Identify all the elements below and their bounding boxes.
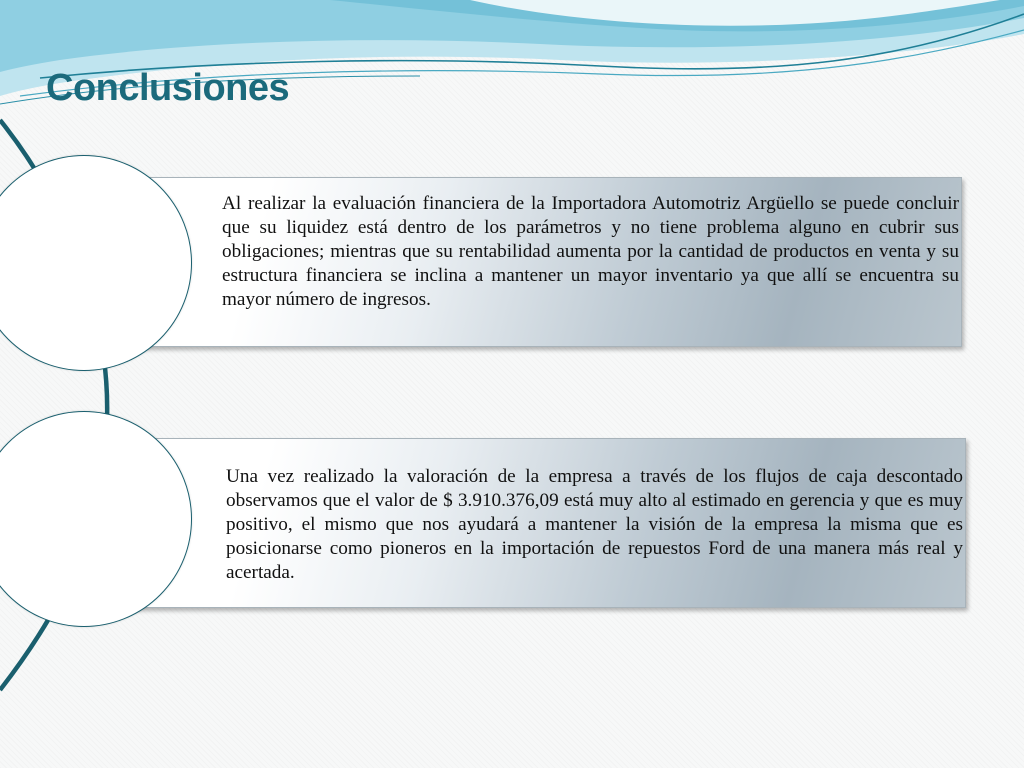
slide-title: Conclusiones — [46, 67, 290, 109]
conclusion-box-2 — [110, 438, 966, 608]
conclusion-box-1 — [110, 177, 962, 347]
conclusion-text-1: Al realizar la evaluación financiera de la Importadora Automotriz Argüello se puede concluir que su liquidez está dentro de los parámetros y no tiene problema alguno en cubrir sus obligaciones; mientras que su rentabilidad aumenta por la cantidad de productos en venta y su estructura financiera se inclina a mantener un mayor inventario ya que allí se encuentra su mayor número de ingresos. — [222, 193, 959, 310]
conclusion-text-2: Una vez realizado la valoración de la empresa a través de los flujos de caja descontado observamos que el valor de $ 3.910.376,09 está muy alto al estimado en gerencia y que es muy positivo, el mismo que nos ayudará a mantener la visión de la empresa la misma que es posicionarse como pioneros en la importación de repuestos Ford de una manera más real y acertada. — [226, 466, 963, 583]
